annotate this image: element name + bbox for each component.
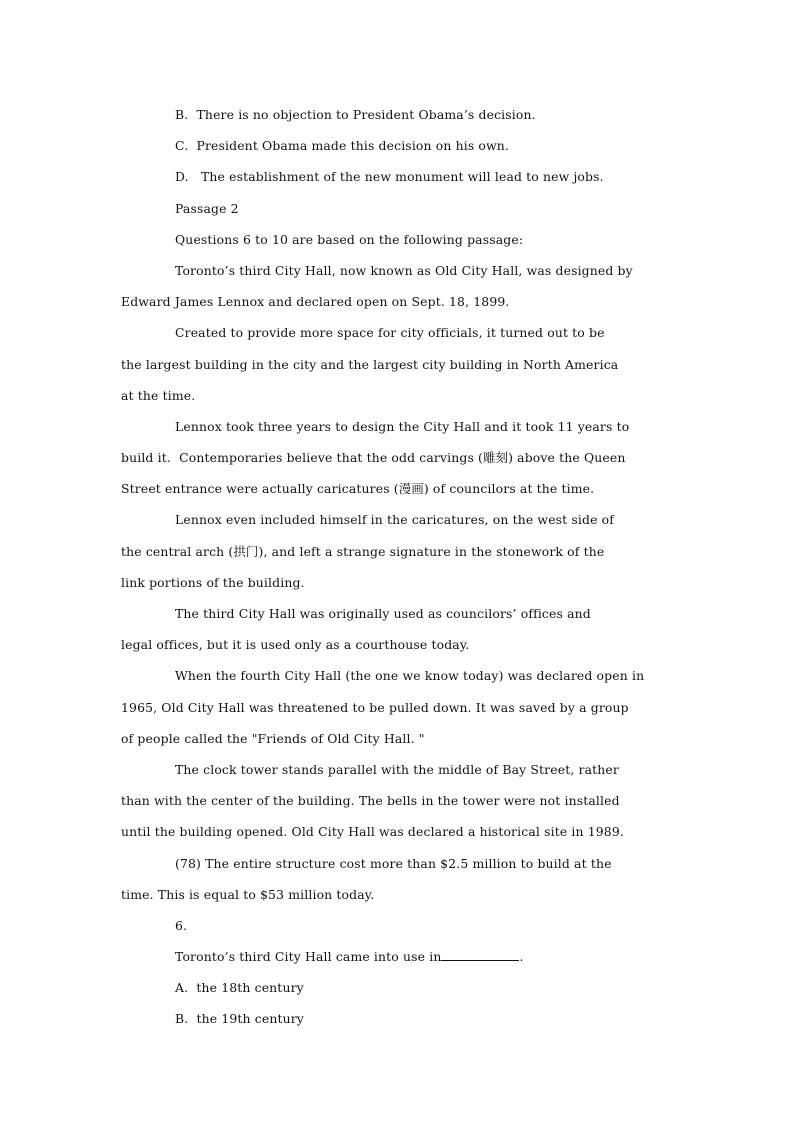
option-a: A. the 18th century [175,980,304,996]
option-line-d-prev: D. The establishment of the new monument will lead to new jobs. [175,169,604,185]
paragraph-3-line-2: build it. Contemporaries believe that the odd carvings (雕刻) above the Queen [121,450,626,466]
document-body [121,103,681,1039]
paragraph-7-line-3: until the building opened. Old City Hall was declared a historical site in 1989. [121,824,624,840]
passage-instructions: Questions 6 to 10 are based on the following passage: [175,231,524,247]
option-b: B. the 19th century [175,1011,304,1027]
paragraph-8-line-1: (78) The entire structure cost more than $2.5 million to build at the [175,855,612,871]
paragraph-7-line-1: The clock tower stands parallel with the middle of Bay Street, rather [175,761,619,777]
paragraph-6-line-2: 1965, Old City Hall was threatened to be pulled down. It was saved by a group [121,699,629,715]
paragraph-1-line-1: Toronto’s third City Hall, now known as Old City Hall, was designed by [175,262,633,278]
answer-blank [441,946,519,961]
paragraph-4-line-3: link portions of the building. [121,574,305,590]
question-number: 6. [175,917,188,933]
paragraph-2-line-3: at the time. [121,387,196,403]
paragraph-4-line-2: the central arch (拱门), and left a strange signature in the stonework of the [121,543,605,559]
paragraph-5-line-2: legal offices, but it is used only as a courthouse today. [121,637,470,653]
paragraph-5-line-1: The third City Hall was originally used as councilors’ offices and [175,606,591,621]
paragraph-4-line-1: Lennox even included himself in the caricatures, on the west side of [175,512,615,528]
paragraph-2-line-2: the largest building in the city and the largest city building in North America [121,356,619,372]
paragraph-6-line-3: of people called the "Friends of Old City Hall. " [121,730,425,746]
paragraph-7-line-2: than with the center of the building. The bells in the tower were not installed [121,793,620,809]
paragraph-3-line-3: Street entrance were actually caricatures (漫画) of councilors at the time. [121,481,595,497]
option-line-b-prev: B. There is no objection to President Obama’s decision. [175,107,536,122]
paragraph-3-line-1: Lennox took three years to design the City Hall and it took 11 years to [175,418,630,434]
question-stem-text: Toronto’s third City Hall came into use in [175,949,442,965]
passage-heading: Passage 2 [175,200,239,216]
paragraph-2-line-1: Created to provide more space for city officials, it turned out to be [175,325,605,341]
paragraph-8-line-2: time. This is equal to $53 million today. [121,886,375,902]
paragraph-6-line-1: When the fourth City Hall (the one we know today) was declared open in [175,668,645,684]
question-stem [121,945,681,976]
option-line-c-prev: C. President Obama made this decision on his own. [175,138,510,154]
question-stem-end: . [519,949,524,965]
paragraph-1-line-2: Edward James Lennox and declared open on Sept. 18, 1899. [121,294,510,310]
